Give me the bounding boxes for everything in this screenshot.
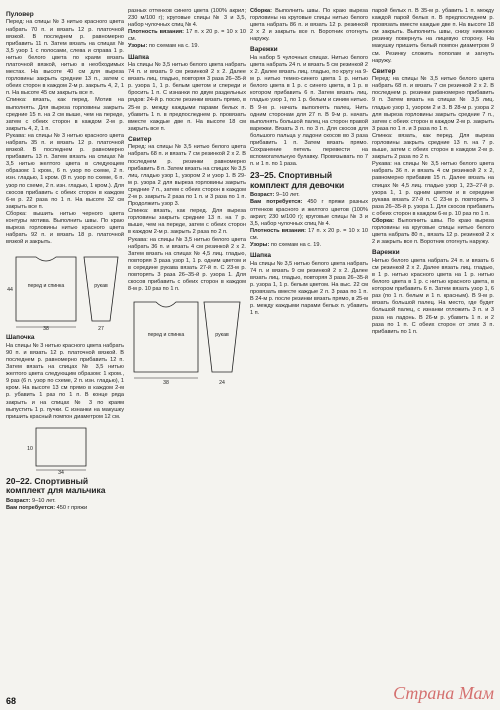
sweater-title-2: Свитер [372,67,396,75]
section-title-20-22: 20–22. Спортивный комплект для мальчика [6,475,106,496]
patterns-label: Узоры: [128,43,148,50]
patterns-value-2: по схемам на с. 19. [270,242,322,249]
pullover-sleeves-text: Рукава: на спицы № 3 нитью красного цвета набрать 35 п. и вязать 12 р. платочной вязкой. В последнем р. равномерно прибавить 13 п. Затем вязать на спицах № 3,5 нитью желтого цвета в следующем образом: 1 кром., 6 п. узор по схеме, 2 п. изн. гладью, 1 кром. (8 п. узор по схеме, 6 п. узор по схеме, 2 п. изн. гладью, 1 кром.). Для скосов прибавить с обеих сторон в каждом 6-м р. 22 раза по 1 п. На высоте 32 см закрыть все п. [6,132,124,210]
density-value-2: 17 п. х 20 р. = 10 х 10 см. [250,227,368,241]
dim-hat-height: 10 [27,445,33,452]
assembly-label-col3: Сборка: [250,8,273,14]
sweater-back-text-2: Спинка: вязать, как перед. Для выреза горловины закрыть средние 13 п. на 7 р. выше, затем с обеих сторон в каждом 2-м р. закрыть 2 раза по 2 п. [372,132,494,161]
pullover-front-text: Перед: на спицы № 3 нитью красного цвета набрать 70 п. и вязать 12 р. платочной вязкой. В последнем р. равномерно прибавить 11 п. Затем вязать на спицах № 3,5 узор 1 с полосами, слева и справа 1 р. нитью белого цвета по краям вязать платочной вязкой, нитью в необходимых местах. На высоте 40 см для выреза горловины закрыть средние 13 п., затем с обеих сторон в каждом 2-м р. закрыть 4, 2, 1 п. На высоте 45 см закрыть все п. [6,19,124,97]
sweater-front-text-2: Перед: на спицы № 3,5 нитью белого цвета набрать 68 п. и вязать 7 см резинкой 2 х 2. В последнем р. резинки равномерно прибавить 9 п. Затем вязать на спицах № 3,5 лиц. гладью узор 1, узором 2 и 3. В 28-м р. узора 2 для выреза горловины закрыть средние 7 п., затем с обеих сторон в каждом 2-м р. закрыть 3 раза по 1 п. и 3 раза по 1 п. [372,76,494,132]
density-value: 17 п. х 20 р. = 10 х 10 см. [128,29,246,43]
dim-height-body: 44 [7,287,13,294]
sweater-dim-width: 38 [163,380,169,387]
hat-text: На спицы № 3 нитью красного цвета набрать 90 п. и вязать 12 р. платочной вязкой. В последнем р. равномерно прибавить 12 п. Затем вязать на спицах № 3,5 нитью желтого цвета следующим образом: 1 кром., 9 раз (6 п. узор по схеме, 2 п. изн. гладью), 1 кром. На высоте 13 см прямо в каждом 2-м р. убавить 1 раз по 1 п. В конце ряда закрыть и на спицах № 3 по краям выпустить 1 р. пучки. С изнанки на макушку пришить красный помпон диаметром 12 см. [6,342,124,420]
mittens-title: Варежки [250,46,278,54]
hat-text-3: На спицы № 3,5 нитью белого цвета набрать 74 п. и вязать 9 см резинкой 2 х 2. Далее вязать лиц. гладью, повторяя 3 раза 26–35-й р. узора 1, 1 р. белым цветом. На выс. 22 см провязать вместе каждые 2 п. 3 раза по 1 п. В 24-м р. после резинки вязать прямо, в 25-м р. между каждыми парами белых п. убавить 1 п. [250,260,369,317]
column-3 [250,8,368,317]
need-value: 450 г пряжи [56,504,88,511]
sweater-title: Свитер [128,135,152,143]
sweater-back-text: Спинка: вязать, как перед. Для выреза горловины закрыть средние 13 п. на 7 р. выше, чем на переде, затем с обеих сторон в каждом 2-м р. закрыть 2 раза по 2 п. [128,208,246,236]
patterns-label-2: Узоры: [250,242,270,249]
hat-text-2: На спицы № 3,5 нитью белого цвета набрать 74 п. и вязать 9 см резинкой 2 х 2. Далее вязать лиц. гладью, повторяя 3 раза 26–35-й р. узора 1, 1 р. белым цветом и спереди и бросить 1 п. С изнанки по двум раздельных рядов: 24-й р. после резинки вязать прямо, в 25-м р. между каждыми парами белых п. убавить 1 п. в предпоследнем р. провязать вместе каждые две п. На высоте 18 см закрыть все п. [128,61,246,132]
page-number: 68 [6,696,17,706]
assembly-value-col3: Выполнить швы. По краю выреза горловины на круговые спицы нитью белого цвета набрать 86 п. и вязать 12 р. резинкой 2 х 2 и закрыть все п. Воротник отогнуть наружу. [250,8,368,43]
dim-hat-width: 34 [58,469,64,474]
column-4 [372,8,494,336]
pullover-schematic [6,249,124,331]
sweater-dim-sleeve: 24 [219,380,225,387]
pullover-back-text: Спинка: вязать, как перед. Мотив на выполнять. Для выреза горловины закрыть средние 15 п. на 2 см выше, чем на переде, затем с обеих сторон в каждом 2-м р. закрыть 4, 2, 1 п. [6,97,124,132]
patterns-value: по схемам на с. 19. [148,43,200,50]
sweater-front-text: Перед: на спицы № 3,5 нитью белого цвета набрать 68 п. и вязать 7 см резинкой 2 х 2. В последнем р. резинки равномерно прибавить 8 п. Затем вязать на спицах № 3,5 лиц. гладью узор 1, узором 2 и узор 1. В 29-м р. узора 2 для выреза горловины закрыть средние 7 п., затем с обеих сторон в каждом 2-м р. закрыть 2 раза по 1 п. и 3 раза по 1 п. Продолжить узор 3. [128,144,246,208]
hat-title: Шапочка [6,334,35,342]
age-value-2: 9–10 лет. [275,192,300,199]
need-label: Вам потребуется: [6,504,56,511]
need-value-2: 450 г пряжи разных оттенков красного и желтого цветов (100% акрил; 230 м/100 г); круговые спицы № 3 и 3,5, набор чулочных спиц № 4. [250,199,368,227]
age-label-2: Возраст: [250,192,275,199]
front-back-outline [16,257,76,321]
hat-title-2: Шапка [128,53,149,61]
hat-title-3: Шапка [250,252,271,260]
density-label-2: Плотность вязания: [250,227,307,234]
need-label-2: Вам потребуется: [250,199,303,206]
sleeve-outline [84,257,118,321]
dim-sleeve-bottom: 27 [98,326,104,332]
column-2 [128,8,246,389]
mittens-text-2: Нитью белого цвета набрать 24 п. и вязать 6 см резинкой 2 х 2. Далее вязать лиц. гладью, в 1 р. нитью красного цвета на 1 р. нитью белого цвета в 1 р. с нитью красного цвета, в котором прибавить 6 п. Затем вязать узор 1, 6 раз (по 1 п. белым и 1 п. красным). В 9-м р. вязать большой палец. На место, где будет большой палец, с изнанки отложить 3 п. и 3 раза на ладонь. В 26-м р. убавить 1 п. и 2 раза по 1 п. С обеих сторон от этих 3 п. прибавить по 1 п. [372,257,494,335]
hat-schematic [6,424,124,474]
sweater-front-back-label: перед и спинка [147,332,185,339]
sweater-sleeves-text-2: Рукава: на спицы № 3,5 нитью белого цвета набрать 36 п. и вязать 4 см резинкой 2 х 2, равномерно прибавив 15 п. Далее вязать на спицах № 4,5 лиц. гладью узор 1, 23–27-й р. узора 1, 1 р. одним цветом и в середине рукава вязать 27-й п. С 23-м р. повторять 3 раза 26–35-й р. узора 1. Для скосов прибавить с обеих сторон в каждом 6-м р. 10 раз по 1 п. [372,161,494,217]
column-1 [6,8,124,512]
sweater-sleeve-label: рукав [215,332,229,339]
materials-text: разных оттенков синего цвета (100% акрил; 230 м/100 г); круговые спицы № 3 и 3,5, набор чулочных спиц № 4. [128,8,246,29]
age-value: 9–10 лет. [31,497,56,504]
sleeve-label: рукав [94,283,108,290]
assembly-value-col4: Выполнить швы. По краю выреза горловины на круговые спицы нитью белого цвета набрать 80 п., вязать 12 р. резинкой 2 х 2 и закрыть все п. Воротник отогнуть наружу. [372,218,494,246]
watermark-logo: Страна Мам [393,683,494,703]
sweater-sleeves-text: Рукава: на спицы № 3,5 нитью белого цвета набрать 36 п. и вязать 4 см резинкой 2 х 2. Затем вязать на спицах № 4,5 лиц. гладью, повторяя 3 раза узор 1, 1 р. одним цветом и в середине рукава вязать 27-й п. С 23-м р. повторять 3 раза 26–35-й р. узора 1. Для скосов прибавить с обеих сторон в каждом 8-м р. 10 раз по 1 п. [128,236,246,293]
density-label: Плотность вязания: [128,29,185,36]
hat-continued-text: парой белых п. В 35-м р. убавить 1 п. между каждой парой белых п. В предпоследнем р. провязать вместе каждые две п. На высоте 18 см закрыть. Выполнить швы, снизу нижнюю резинку повернуть на лицевую сторону. На макушку пришить белый помпон диаметром 9 см. Резинку сложить пополам и загнуть наружу. [372,8,494,64]
sweater-schematic [128,296,246,386]
pullover-assembly-text: Сборка: вышить нитью черного цвета контуры мотива. Выполнить швы. По краю выреза горловины нитью красного цвета набрать 92 п. и вязать 18 р. платочной вязкой и закрыть. [6,210,124,246]
section-title-23-25: 23–25. Спортивный комплект для девочки [250,170,345,190]
front-back-label: перед и спинка [27,283,65,290]
mittens-text: На набор 5 чулочных спицах. Нитью белого цвета набрать 24 п. и вязать 5 см резинкой 2 х 2. Далее вязать лиц. гладью, по кругу на 9-м р. нитью темно-синего цвета 1 р. нитью белого цвета в 1 р. с синего цвета, в 1 р. в котором прибавить 6 п. Затем вязать лиц. гладью узор 1, по 1 р. белым и синим нитью. В 9-м р. начать выполнять палец. Нить одним сторонам для 27 п. В 9-м р. начать выполнять большой палец на сторон правой варежки. Вязать 3 п. по 3 п. Для скосов для большого пальца у ладони скосов во 3 раза прибавить 1 п. Затем вязать прямо. Сохранение петель перевести на вспомогательную булавку. Провязывать по 7 п. и 1 п. по 1 раза. [250,54,368,168]
dim-width-body: 38 [43,326,49,332]
age-label: Возраст: [6,497,31,504]
mittens-title-2: Варежки [372,249,400,257]
pullover-title: Пуловер [6,11,34,18]
assembly-label-col4: Сборка: [372,218,395,225]
